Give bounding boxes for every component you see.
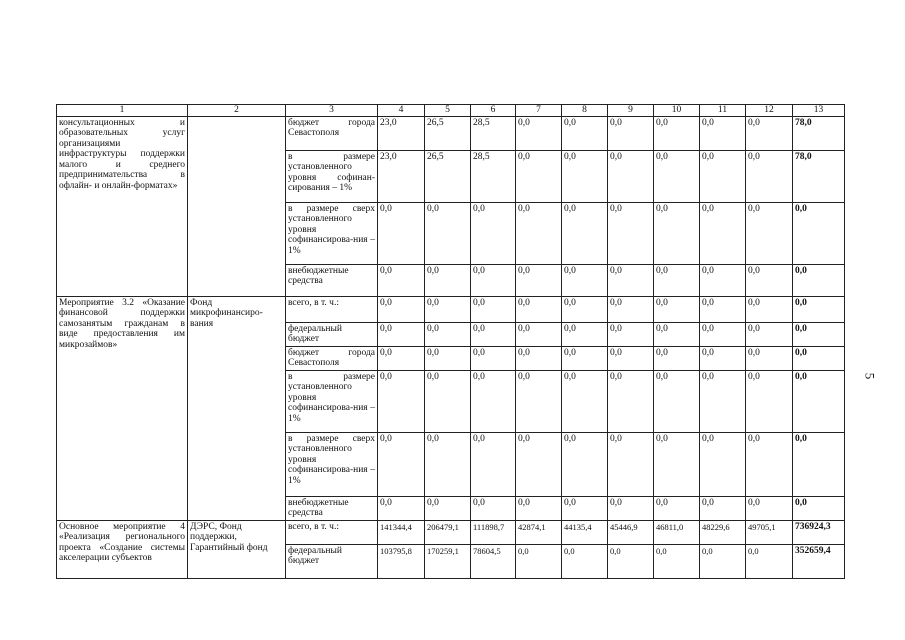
funding-source: федеральный бюджет bbox=[286, 544, 378, 578]
funding-source: в размере установленного уровня софинансирова-ния – 1% bbox=[286, 370, 378, 432]
total-value: 0,0 bbox=[793, 432, 845, 496]
header-cell: 9 bbox=[608, 105, 654, 117]
year-value: 0,0 bbox=[654, 346, 700, 370]
total-value: 736924,3 bbox=[793, 520, 845, 544]
year-value: 0,0 bbox=[425, 322, 471, 346]
year-value: 48229,6 bbox=[700, 520, 746, 544]
year-value: 0,0 bbox=[516, 150, 562, 202]
year-value: 0,0 bbox=[746, 116, 793, 150]
year-value: 0,0 bbox=[425, 296, 471, 322]
year-value: 0,0 bbox=[516, 544, 562, 578]
funding-source: всего, в т. ч.: bbox=[286, 520, 378, 544]
year-value: 0,0 bbox=[425, 202, 471, 264]
year-value: 0,0 bbox=[654, 150, 700, 202]
year-value: 0,0 bbox=[746, 544, 793, 578]
year-value: 0,0 bbox=[378, 322, 425, 346]
year-value: 0,0 bbox=[608, 116, 654, 150]
funding-source: всего, в т. ч.: bbox=[286, 296, 378, 322]
year-value: 23,0 bbox=[378, 116, 425, 150]
year-value: 0,0 bbox=[562, 322, 608, 346]
activity-executor bbox=[188, 116, 286, 296]
header-cell: 6 bbox=[471, 105, 516, 117]
year-value: 46811,0 bbox=[654, 520, 700, 544]
year-value: 0,0 bbox=[425, 496, 471, 520]
funding-source: бюджет города Севастополя bbox=[286, 116, 378, 150]
funding-source: бюджет города Севастополя bbox=[286, 346, 378, 370]
year-value: 0,0 bbox=[654, 116, 700, 150]
year-value: 0,0 bbox=[425, 370, 471, 432]
total-value: 0,0 bbox=[793, 202, 845, 264]
year-value: 0,0 bbox=[746, 432, 793, 496]
year-value: 0,0 bbox=[746, 496, 793, 520]
year-value: 0,0 bbox=[654, 496, 700, 520]
header-cell: 8 bbox=[562, 105, 608, 117]
year-value: 0,0 bbox=[378, 296, 425, 322]
year-value: 0,0 bbox=[746, 370, 793, 432]
total-value: 0,0 bbox=[793, 346, 845, 370]
header-cell: 13 bbox=[793, 105, 845, 117]
year-value: 23,0 bbox=[378, 150, 425, 202]
year-value: 0,0 bbox=[562, 264, 608, 296]
funding-source: внебюджетные средства bbox=[286, 264, 378, 296]
year-value: 206479,1 bbox=[425, 520, 471, 544]
year-value: 0,0 bbox=[700, 116, 746, 150]
header-cell: 4 bbox=[378, 105, 425, 117]
year-value: 0,0 bbox=[471, 322, 516, 346]
year-value: 0,0 bbox=[471, 264, 516, 296]
year-value: 0,0 bbox=[516, 202, 562, 264]
year-value: 0,0 bbox=[700, 496, 746, 520]
year-value: 44135,4 bbox=[562, 520, 608, 544]
year-value: 0,0 bbox=[608, 432, 654, 496]
year-value: 26,5 bbox=[425, 150, 471, 202]
year-value: 0,0 bbox=[471, 370, 516, 432]
year-value: 0,0 bbox=[608, 296, 654, 322]
table-row bbox=[57, 520, 845, 544]
year-value: 0,0 bbox=[746, 150, 793, 202]
total-value: 0,0 bbox=[793, 370, 845, 432]
year-value: 0,0 bbox=[746, 346, 793, 370]
year-value: 0,0 bbox=[608, 346, 654, 370]
funding-source: внебюджетные средства bbox=[286, 496, 378, 520]
year-value: 0,0 bbox=[654, 202, 700, 264]
year-value: 0,0 bbox=[608, 322, 654, 346]
year-value: 0,0 bbox=[608, 264, 654, 296]
year-value: 0,0 bbox=[700, 346, 746, 370]
year-value: 0,0 bbox=[654, 322, 700, 346]
year-value: 0,0 bbox=[562, 202, 608, 264]
year-value: 49705,1 bbox=[746, 520, 793, 544]
year-value: 0,0 bbox=[700, 544, 746, 578]
total-value: 78,0 bbox=[793, 116, 845, 150]
year-value: 0,0 bbox=[516, 322, 562, 346]
year-value: 0,0 bbox=[378, 202, 425, 264]
year-value: 78604,5 bbox=[471, 544, 516, 578]
year-value: 111898,7 bbox=[471, 520, 516, 544]
year-value: 0,0 bbox=[608, 150, 654, 202]
year-value: 0,0 bbox=[608, 202, 654, 264]
activity-name: консультационных и образовательных услуг организациями инфраструктуры поддержки малого и среднего предпринимательства в офлайн- и онлайн-форматах» bbox=[57, 116, 188, 296]
funding-source: федеральный бюджет bbox=[286, 322, 378, 346]
header-cell: 7 bbox=[516, 105, 562, 117]
year-value: 45446,9 bbox=[608, 520, 654, 544]
year-value: 0,0 bbox=[516, 116, 562, 150]
header-cell: 11 bbox=[700, 105, 746, 117]
year-value: 0,0 bbox=[562, 432, 608, 496]
year-value: 0,0 bbox=[516, 264, 562, 296]
year-value: 0,0 bbox=[378, 264, 425, 296]
year-value: 0,0 bbox=[425, 346, 471, 370]
year-value: 0,0 bbox=[746, 296, 793, 322]
year-value: 0,0 bbox=[516, 346, 562, 370]
year-value: 141344,4 bbox=[378, 520, 425, 544]
year-value: 0,0 bbox=[471, 296, 516, 322]
funding-table bbox=[56, 104, 845, 579]
year-value: 0,0 bbox=[425, 264, 471, 296]
header-cell: 1 bbox=[57, 105, 188, 117]
year-value: 0,0 bbox=[562, 150, 608, 202]
year-value: 0,0 bbox=[425, 432, 471, 496]
year-value: 103795,8 bbox=[378, 544, 425, 578]
year-value: 0,0 bbox=[471, 346, 516, 370]
year-value: 0,0 bbox=[608, 370, 654, 432]
year-value: 0,0 bbox=[654, 370, 700, 432]
year-value: 0,0 bbox=[516, 496, 562, 520]
year-value: 28,5 bbox=[471, 116, 516, 150]
year-value: 0,0 bbox=[608, 496, 654, 520]
year-value: 0,0 bbox=[562, 496, 608, 520]
funding-source: в размере сверх установленного уровня софинансирова-ния – 1% bbox=[286, 432, 378, 496]
table-row bbox=[57, 296, 845, 322]
year-value: 0,0 bbox=[608, 544, 654, 578]
year-value: 0,0 bbox=[516, 296, 562, 322]
year-value: 0,0 bbox=[562, 544, 608, 578]
year-value: 0,0 bbox=[562, 346, 608, 370]
year-value: 0,0 bbox=[746, 264, 793, 296]
year-value: 42874,1 bbox=[516, 520, 562, 544]
year-value: 0,0 bbox=[700, 202, 746, 264]
year-value: 0,0 bbox=[746, 322, 793, 346]
year-value: 0,0 bbox=[700, 370, 746, 432]
year-value: 0,0 bbox=[746, 202, 793, 264]
year-value: 0,0 bbox=[654, 432, 700, 496]
year-value: 28,5 bbox=[471, 150, 516, 202]
total-value: 0,0 bbox=[793, 296, 845, 322]
funding-source: в размере сверх установленного уровня софинансирова-ния – 1% bbox=[286, 202, 378, 264]
table-row bbox=[57, 116, 845, 150]
total-value: 78,0 bbox=[793, 150, 845, 202]
year-value: 0,0 bbox=[378, 496, 425, 520]
year-value: 0,0 bbox=[700, 432, 746, 496]
activity-name: Мероприятие 3.2 «Оказание финансовой поддержки самозанятым гражданам в виде предоставления им микрозаймов» bbox=[57, 296, 188, 520]
year-value: 0,0 bbox=[562, 296, 608, 322]
year-value: 0,0 bbox=[378, 346, 425, 370]
total-value: 0,0 bbox=[793, 496, 845, 520]
header-cell: 10 bbox=[654, 105, 700, 117]
header-cell: 5 bbox=[425, 105, 471, 117]
year-value: 0,0 bbox=[700, 296, 746, 322]
year-value: 0,0 bbox=[471, 432, 516, 496]
year-value: 0,0 bbox=[654, 264, 700, 296]
header-row bbox=[57, 105, 845, 117]
year-value: 0,0 bbox=[516, 370, 562, 432]
year-value: 0,0 bbox=[562, 116, 608, 150]
year-value: 0,0 bbox=[700, 322, 746, 346]
funding-source: в размере установленного уровня софинан-сирования – 1% bbox=[286, 150, 378, 202]
header-cell: 3 bbox=[286, 105, 378, 117]
header-cell: 12 bbox=[746, 105, 793, 117]
year-value: 0,0 bbox=[700, 150, 746, 202]
activity-executor: Фонд микрофинансиро-вания bbox=[188, 296, 286, 520]
year-value: 0,0 bbox=[471, 202, 516, 264]
total-value: 352659,4 bbox=[793, 544, 845, 578]
year-value: 0,0 bbox=[700, 264, 746, 296]
activity-executor: ДЭРС, Фонд поддержки, Гарантийный фонд bbox=[188, 520, 286, 578]
year-value: 0,0 bbox=[471, 496, 516, 520]
header-cell: 2 bbox=[188, 105, 286, 117]
year-value: 26,5 bbox=[425, 116, 471, 150]
page-number: 5 bbox=[862, 372, 878, 380]
total-value: 0,0 bbox=[793, 322, 845, 346]
total-value: 0,0 bbox=[793, 264, 845, 296]
year-value: 0,0 bbox=[378, 432, 425, 496]
year-value: 0,0 bbox=[654, 296, 700, 322]
activity-name: Основное мероприятие 4 «Реализация регионального проекта «Создание системы акселерации субъектов bbox=[57, 520, 188, 578]
year-value: 0,0 bbox=[654, 544, 700, 578]
year-value: 0,0 bbox=[562, 370, 608, 432]
year-value: 0,0 bbox=[516, 432, 562, 496]
year-value: 170259,1 bbox=[425, 544, 471, 578]
year-value: 0,0 bbox=[378, 370, 425, 432]
